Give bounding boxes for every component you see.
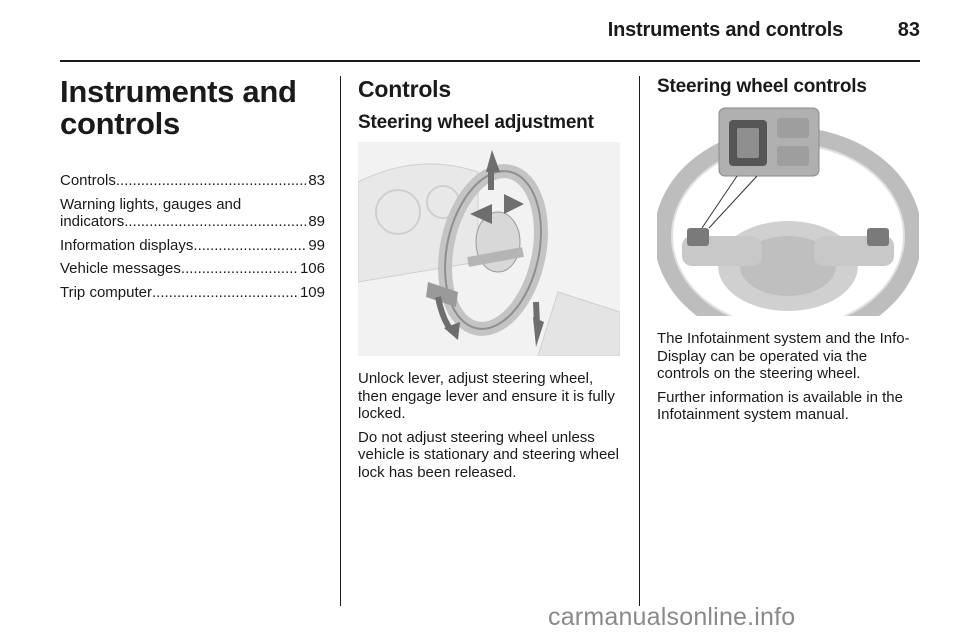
chapter-title-line1: Instruments and [60, 74, 297, 109]
header-divider [60, 60, 920, 62]
toc-entry-controls[interactable] [60, 172, 325, 190]
controls-column [358, 76, 620, 487]
section-title: Controls [358, 76, 451, 102]
chapter-title-line2: controls [60, 106, 180, 141]
toc-page: 83 [308, 172, 325, 189]
toc-leader [152, 284, 298, 302]
watermark: carmanualsonline.info [548, 603, 796, 631]
toc-label: Trip computer [60, 283, 152, 301]
toc-label: Information displays [60, 236, 194, 254]
table-of-contents [60, 172, 325, 301]
steering-adjustment-paragraph-1: Unlock lever, adjust steering wheel, then engage lever and ensure it is fully locked. [358, 370, 615, 422]
page-number: 83 [897, 19, 920, 41]
steering-adjustment-paragraph-2: Do not adjust steering wheel unless vehicle is stationary and steering wheel lock has been released. [358, 428, 619, 481]
toc-page: 109 [299, 283, 325, 301]
running-header-title: Instruments and controls [607, 19, 843, 41]
toc-page: 106 [299, 260, 325, 277]
toc-entry-trip-computer[interactable] [60, 284, 325, 302]
toc-leader [124, 213, 306, 231]
toc-label: Controls [60, 172, 116, 189]
toc-label-line1: Warning lights, gauges and [60, 195, 242, 213]
column-divider-1 [340, 76, 341, 606]
steering-controls-figure [657, 106, 919, 316]
toc-leader [116, 172, 306, 190]
subsection-title-steering-controls: Steering wheel controls [657, 76, 867, 97]
chapter-title [60, 76, 325, 140]
toc-leader [181, 260, 298, 278]
chapter-column [60, 76, 325, 307]
steering-controls-paragraph-2: Further information is available in the Infotainment system manual. [657, 388, 903, 423]
toc-page: 89 [308, 213, 325, 230]
steering-adjustment-figure [358, 142, 620, 356]
toc-entry-warning-lights[interactable] [60, 196, 325, 231]
column-divider-2 [639, 76, 640, 606]
toc-entry-vehicle-messages[interactable] [60, 260, 325, 278]
toc-leader [193, 237, 306, 255]
toc-label: Vehicle messages [60, 260, 181, 277]
steering-controls-column [657, 76, 922, 430]
toc-label: indicators [60, 213, 125, 230]
subsection-title-steering-adjustment: Steering wheel adjustment [358, 112, 594, 133]
steering-controls-paragraph-1: The Infotainment system and the Info-Display can be operated via the controls on the steering wheel. [657, 330, 910, 382]
toc-entry-information-displays[interactable] [60, 237, 325, 255]
toc-page: 99 [308, 236, 325, 254]
